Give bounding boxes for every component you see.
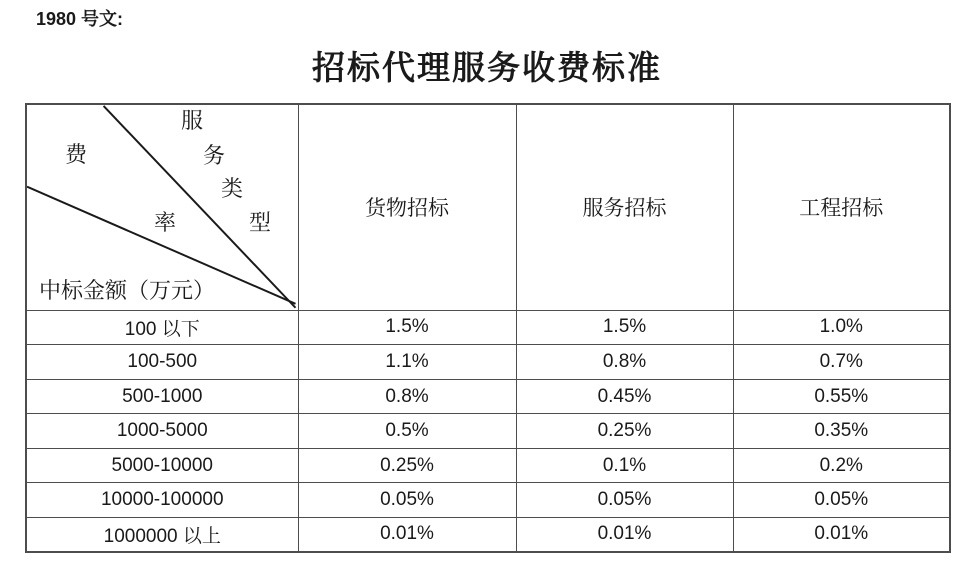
fee-value: 0.35% xyxy=(733,414,950,449)
fee-value: 0.5% xyxy=(298,414,516,449)
table-row xyxy=(26,517,950,552)
fee-value: 0.1% xyxy=(516,448,733,483)
table-row xyxy=(26,483,950,518)
page-title: 招标代理服务收费标准 xyxy=(312,51,662,87)
table-row xyxy=(26,379,950,414)
fee-value: 1.0% xyxy=(733,310,950,345)
document-number: 1980 号文: xyxy=(36,9,124,29)
header-cell-works: 工程招标 xyxy=(733,104,950,310)
fee-value: 1.5% xyxy=(298,310,516,345)
fee-value: 0.01% xyxy=(516,517,733,552)
fee-value: 0.25% xyxy=(298,448,516,483)
corner-service-type-char: 型 xyxy=(249,210,272,235)
corner-service-type-char: 类 xyxy=(221,176,244,201)
fee-value: 0.8% xyxy=(516,345,733,380)
fee-value: 0.05% xyxy=(733,483,950,518)
fee-value: 0.45% xyxy=(516,379,733,414)
fee-value: 0.55% xyxy=(733,379,950,414)
corner-service-type-char: 务 xyxy=(203,143,226,168)
table-row xyxy=(26,345,950,380)
fee-value: 0.2% xyxy=(733,448,950,483)
row-label: 5000-10000 xyxy=(26,448,298,483)
row-label: 1000000 以上 xyxy=(26,517,298,552)
fee-table xyxy=(25,103,951,553)
corner-service-type-char: 服 xyxy=(181,108,204,133)
table-row xyxy=(26,310,950,345)
table-corner-cell xyxy=(26,104,298,310)
header-cell-service: 服务招标 xyxy=(516,104,733,310)
fee-value: 1.1% xyxy=(298,345,516,380)
row-label: 100-500 xyxy=(26,345,298,380)
corner-fee-rate-char: 率 xyxy=(154,210,177,235)
fee-value: 0.01% xyxy=(733,517,950,552)
fee-value: 0.7% xyxy=(733,345,950,380)
fee-value: 0.8% xyxy=(298,379,516,414)
header-cell-goods: 货物招标 xyxy=(298,104,516,310)
row-label: 10000-100000 xyxy=(26,483,298,518)
row-label: 1000-5000 xyxy=(26,414,298,449)
fee-value: 0.01% xyxy=(298,517,516,552)
table-row xyxy=(26,448,950,483)
table-header-row xyxy=(26,104,950,310)
table-row xyxy=(26,414,950,449)
fee-value: 0.25% xyxy=(516,414,733,449)
fee-value: 0.05% xyxy=(516,483,733,518)
row-label: 100 以下 xyxy=(26,310,298,345)
corner-fee-rate-char: 费 xyxy=(65,142,88,167)
corner-amount-label: 中标金额（万元） xyxy=(39,278,216,303)
fee-value: 1.5% xyxy=(516,310,733,345)
fee-value: 0.05% xyxy=(298,483,516,518)
row-label: 500-1000 xyxy=(26,379,298,414)
